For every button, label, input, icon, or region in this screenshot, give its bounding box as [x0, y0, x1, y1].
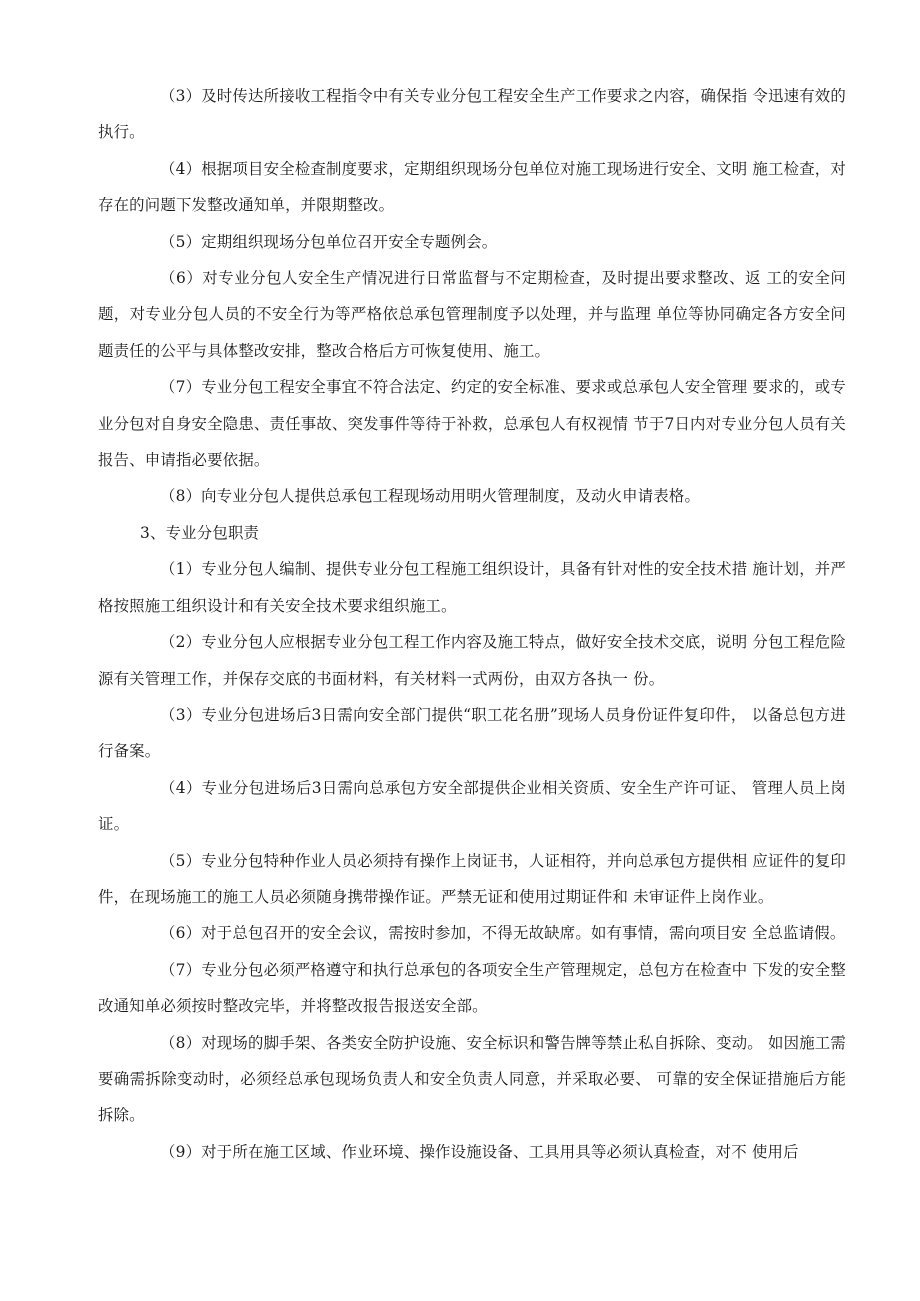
- paragraph-item-8: （8）向专业分包人提供总承包工程现场动用明火管理制度，及动火申请表格。: [160, 487, 701, 506]
- duty-item-7: （7）专业分包必须严格遵守和执行总承包的各项安全生产管理规定，总包方在检查中 下发的安全整改通知单必须按时整改完毕，并将整改报告报送安全部。: [98, 960, 846, 1016]
- document-body: [98, 78, 846, 1170]
- duty-item-3: （3）专业分包进场后3日需向安全部门提供“职工花名册”现场人员身份证件复印件， 以备总包方进行备案。: [98, 705, 846, 761]
- duty-item-6: （6）对于总包召开的安全会议，需按时参加，不得无故缺席。如有事情，需向项目安 全总监请假。: [160, 924, 846, 943]
- section-heading: 3、专业分包职责: [140, 523, 260, 542]
- duty-item-2: （2）专业分包人应根据专业分包工程工作内容及施工特点，做好安全技术交底，说明 分包工程危险源有关管理工作，并保存交底的书面材料，有关材料一式两份，由双方各执一 份。: [98, 633, 846, 688]
- duty-item-4: （4）专业分包进场后3日需向总承包方安全部提供企业相关资质、安全生产许可证、 管理人员上岗证。: [98, 778, 846, 834]
- paragraph-item-7: （7）专业分包工程安全事宜不符合法定、约定的安全标准、要求或总承包人安全管理 要求的，或专业分包对自身安全隐患、责任事故、突发事件等待于补救，总承包人有权视情 节于7日内对专业分包人员有关报告、申请指必要依据。: [98, 378, 846, 470]
- duty-item-9: （9）对于所在施工区域、作业环境、操作设施设备、工具用具等必须认真检查，对不 使用后: [160, 1142, 799, 1161]
- paragraph-item-3: （3）及时传达所接收工程指令中有关专业分包工程安全生产工作要求之内容，确保指 令迅速有效的执行。: [98, 87, 846, 142]
- duty-item-1: （1）专业分包人编制、提供专业分包工程施工组织设计，具备有针对性的安全技术措 施计划，并严格按照施工组织设计和有关安全技术要求组织施工。: [98, 560, 846, 615]
- duty-item-5: （5）专业分包特种作业人员必须持有操作上岗证书，人证相符，并向总承包方提供相 应证件的复印件，在现场施工的施工人员必须随身携带操作证。严禁无证和使用过期证件和 未审证件上岗作业。: [98, 851, 846, 906]
- paragraph-item-5: （5）定期组织现场分包单位召开安全专题例会。: [160, 232, 498, 251]
- paragraph-item-6: （6）对专业分包人安全生产情况进行日常监督与不定期检查，及时提出要求整改、返 工的安全问题，对专业分包人员的不安全行为等严格依总承包管理制度予以处理，并与监理 单位等协同确定各方安全问题责任的公平与具体整改安排，整改合格后方可恢复使用、施工。: [98, 269, 846, 360]
- duty-item-8: （8）对现场的脚手架、各类安全防护设施、安全标识和警告牌等禁止私自拆除、变动。 如因施工需要确需拆除变动时，必须经总承包现场负责人和安全负责人同意，并采取必要、 可靠的安全保证措施后方能拆除。: [98, 1033, 846, 1125]
- paragraph-item-4: （4）根据项目安全检查制度要求，定期组织现场分包单位对施工现场进行安全、文明 施工检查，对存在的问题下发整改通知单，并限期整改。: [98, 159, 846, 215]
